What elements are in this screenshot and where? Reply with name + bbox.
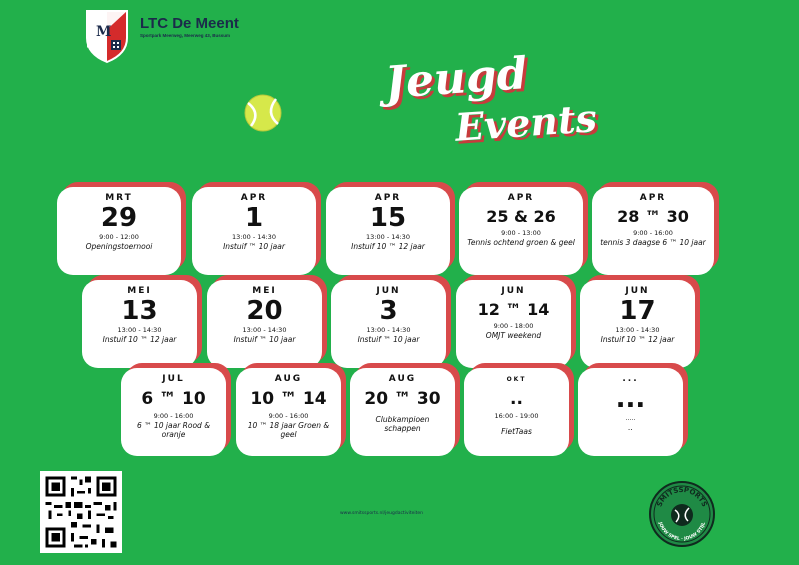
qr-code[interactable]	[40, 471, 122, 553]
event-desc: OMJT weekend	[485, 331, 542, 340]
badge-top-text: SMITSSPORTS	[655, 485, 709, 509]
event-time: 13:00 - 14:30	[366, 233, 410, 241]
event-month: ...	[622, 374, 639, 384]
event-card	[57, 187, 181, 275]
event-desc: Instuif 10 ™ 12 jaar	[600, 335, 675, 344]
event-desc: Openingstoernooi	[85, 242, 153, 251]
event-time: 13:00 - 14:30	[615, 326, 660, 334]
event-time: 9:00 - 16:00	[268, 412, 309, 420]
event-month: AUG	[388, 374, 417, 384]
event-time: 13:00 - 14:30	[366, 326, 411, 334]
event-month: APR	[374, 193, 402, 203]
event-day: 25 & 26	[486, 207, 556, 226]
event-card	[350, 368, 455, 456]
event-month: JUN	[625, 286, 650, 296]
event-time: 9:00 - 18:00	[493, 322, 534, 330]
event-card	[207, 280, 322, 368]
event-day: 12 ™ 14	[477, 300, 550, 319]
event-month: APR	[507, 193, 535, 203]
event-day: ..	[510, 389, 523, 409]
event-time: .....	[625, 414, 636, 422]
tennis-ball-icon	[243, 93, 283, 133]
smitssports-badge-logo	[648, 480, 716, 548]
event-card	[456, 280, 571, 368]
event-card	[326, 187, 450, 275]
event-desc: Tennis ochtend groen & geel	[467, 238, 575, 247]
event-desc: 10 ™ 18 jaar Groen & geel	[247, 421, 330, 439]
badge-bottom-text: JOUW SPEL · JOUW STIJL	[657, 521, 707, 543]
event-day: 20 ™ 30	[364, 389, 441, 409]
event-time: 13:00 - 14:30	[242, 326, 287, 334]
event-day: 15	[369, 203, 407, 233]
event-time: 13:00 - 14:30	[117, 326, 162, 334]
event-day: ...	[615, 384, 646, 414]
title-jeugd: Jeugd	[383, 48, 529, 109]
event-day: 13	[121, 296, 158, 326]
event-day: 3	[379, 296, 398, 326]
event-day: 28 ™ 30	[617, 207, 689, 226]
event-desc: Instuif ™ 10 jaar	[357, 335, 420, 344]
event-desc: ..	[628, 423, 633, 432]
event-day: 29	[100, 203, 138, 233]
event-day: 6 ™ 10	[141, 389, 206, 409]
event-time: 9:00 - 12:00	[99, 233, 139, 241]
event-card	[459, 187, 583, 275]
event-day: 17	[619, 296, 656, 326]
event-card	[578, 368, 683, 456]
club-name: LTC De Meent	[140, 15, 239, 32]
event-desc: 6 ™ 10 jaar Rood & oranje	[136, 421, 211, 439]
event-desc: Instuif 10 ™ 12 jaar	[102, 335, 177, 344]
club-address: Sportpark Meerweg, Meerweg 43, Bussum	[140, 33, 231, 38]
event-month: APR	[240, 193, 268, 203]
svg-text:M: M	[96, 24, 112, 40]
event-month: MEI	[127, 286, 152, 296]
event-card	[236, 368, 341, 456]
event-day: 20	[246, 296, 283, 326]
event-desc: Instuif 10 ™ 12 jaar	[351, 242, 425, 251]
event-desc: tennis 3 daagse 6 ™ 10 jaar	[600, 238, 706, 247]
title-events: Events	[453, 95, 599, 150]
event-day: 1	[244, 203, 264, 233]
event-time: 13:00 - 14:30	[232, 233, 276, 241]
event-desc: Instuif ™ 10 jaar	[223, 242, 285, 251]
event-card	[592, 187, 714, 275]
event-month: APR	[639, 193, 667, 203]
event-month: AUG	[274, 374, 303, 384]
event-month: JUL	[162, 374, 185, 384]
footer-url[interactable]: www.smitssports.nl/jeugdactiviteiten	[340, 511, 424, 516]
event-time: 9:00 - 16:00	[633, 229, 673, 237]
club-shield-logo	[84, 8, 130, 64]
event-desc: Clubkampioen schappen	[375, 415, 430, 433]
event-time: 16:00 - 19:00	[494, 412, 539, 420]
event-time: 9:00 - 13:00	[501, 229, 541, 237]
event-desc: Instuif ™ 10 jaar	[233, 335, 296, 344]
event-card	[192, 187, 316, 275]
event-month: JUN	[376, 286, 401, 296]
event-time: 9:00 - 16:00	[153, 412, 194, 420]
event-month: OKT	[506, 376, 527, 383]
event-month: MEI	[252, 286, 277, 296]
event-card	[331, 280, 446, 368]
event-day: 10 ™ 14	[250, 389, 327, 409]
event-desc: FietTaas	[501, 427, 532, 436]
event-month: JUN	[501, 286, 526, 296]
event-card	[580, 280, 695, 368]
event-card	[121, 368, 226, 456]
event-card	[464, 368, 569, 456]
event-month: MRT	[105, 193, 133, 203]
event-card	[82, 280, 197, 368]
